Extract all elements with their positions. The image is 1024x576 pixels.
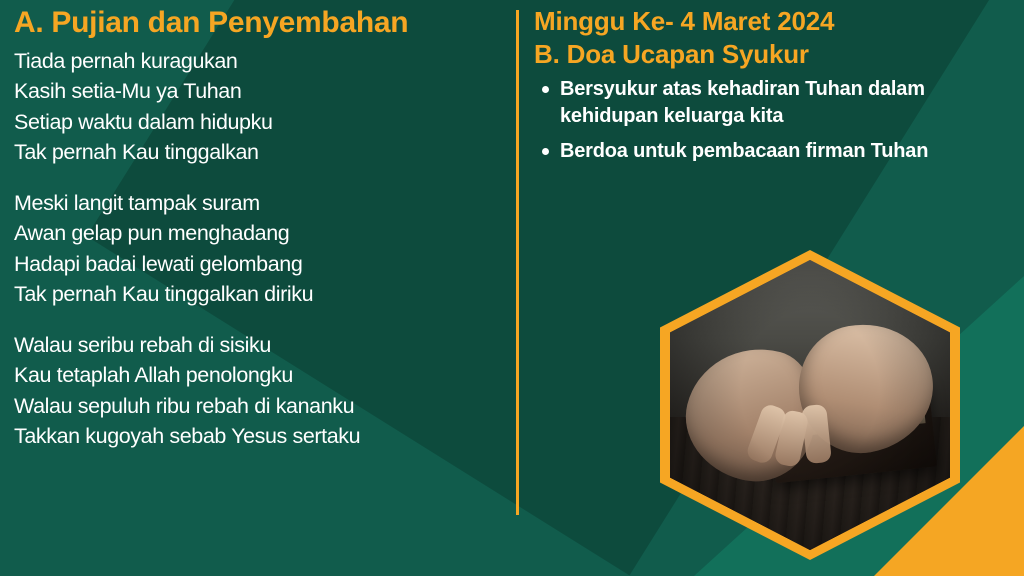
lyric-verse-1 — [14, 46, 504, 168]
lyric-line: Setiap waktu dalam hidupku — [14, 109, 273, 134]
lyric-line: Kasih setia-Mu ya Tuhan — [14, 79, 242, 104]
lyric-line: Kau tetaplah Allah penolongku — [14, 363, 293, 388]
list-item: Bersyukur atas kehadiran Tuhan dalam kehidupan keluarga kita — [534, 76, 1012, 129]
lyric-line: Hadapi badai lewati gelombang — [14, 251, 303, 276]
prayer-section — [534, 6, 1012, 172]
song-section-title: A. Pujian dan Penyembahan — [14, 6, 409, 39]
lyric-line: Awan gelap pun menghadang — [14, 221, 290, 246]
prayer-points-list — [534, 76, 1012, 164]
lyric-line: Walau sepuluh ribu rebah di kananku — [14, 393, 355, 418]
service-date: Minggu Ke- 4 Maret 2024 — [534, 6, 835, 36]
lyric-line: Takkan kugoyah sebab Yesus sertaku — [14, 424, 361, 449]
lyric-line: Tak pernah Kau tinggalkan — [14, 140, 259, 165]
lyric-verse-3 — [14, 330, 504, 452]
prayer-section-title: B. Doa Ucapan Syukur — [534, 39, 809, 70]
lyric-line: Tiada pernah kuragukan — [14, 48, 238, 73]
lyric-line: Walau seribu rebah di sisiku — [14, 332, 271, 357]
hexagon-photo-frame — [660, 250, 960, 560]
list-item: Berdoa untuk pembacaan firman Tuhan — [534, 138, 1012, 165]
song-lyrics-section — [14, 6, 504, 472]
lyric-line: Meski langit tampak suram — [14, 190, 260, 215]
lyric-verse-2 — [14, 188, 504, 310]
vertical-divider — [516, 10, 519, 515]
lyric-line: Tak pernah Kau tinggalkan diriku — [14, 282, 314, 307]
